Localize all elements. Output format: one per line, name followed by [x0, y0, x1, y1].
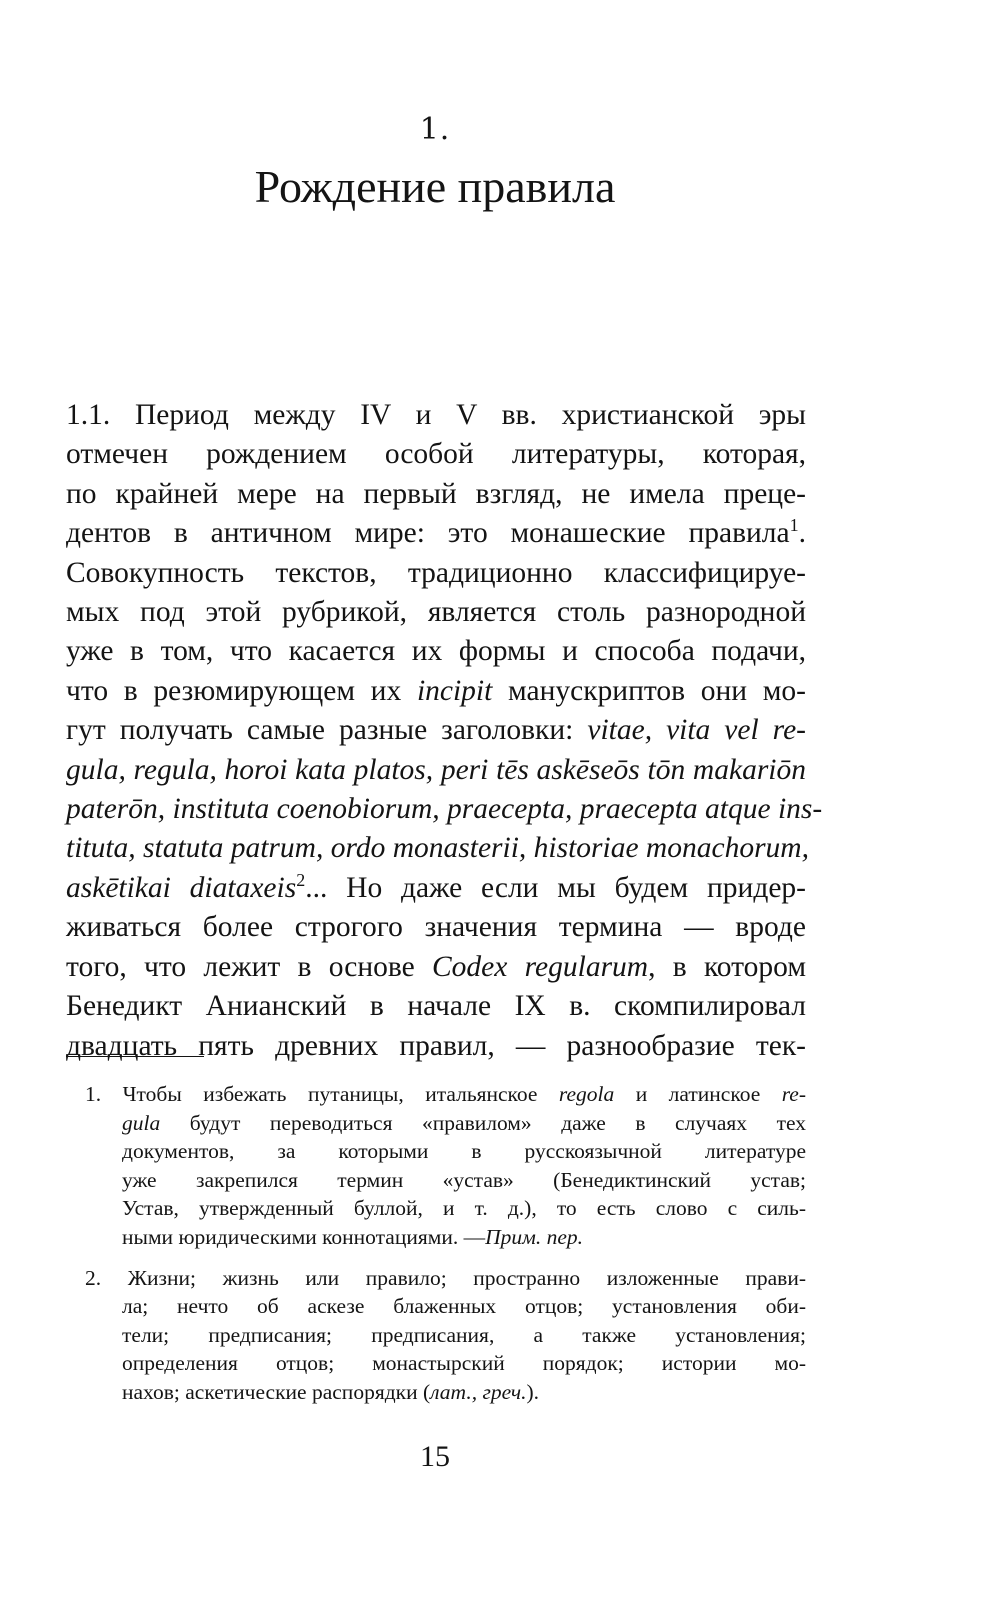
chapter-number: 1. [419, 112, 451, 147]
footnote-line: нахов; аскетические распорядки (лат., греч.). [122, 1379, 540, 1404]
footnote-line: тели; предписания; предписания, а также установления; [122, 1322, 806, 1347]
body-line: Совокупность текстов, традиционно классифицируе- [66, 556, 806, 589]
body-line: гут получать самые разные заголовки: vitae, vita vel re- [66, 714, 806, 747]
footnote-line: 2. Жизни; жизнь или правило; пространно изложенные прави- [85, 1265, 807, 1290]
page-number: 15 [420, 1440, 450, 1473]
footnote-1 [66, 1080, 806, 1252]
footnote-line: gula будут переводиться «правилом» даже в случаях тех [122, 1110, 806, 1135]
footnote-line: документов, за которыми в русскоязычной литературе [122, 1139, 806, 1164]
footnote-line: ла; нечто об аскезе блаженных отцов; установления оби- [122, 1294, 806, 1319]
body-line: 1.1. Период между IV и V вв. христианской эры [66, 399, 806, 431]
body-line: уже в том, что касается их формы и способа подачи, [66, 635, 806, 668]
body-line: askētikai diataxeis$^2$... Но даже если мы будем придер- [66, 870, 806, 904]
footnote-ref-1[interactable]: 1 [789, 515, 799, 536]
footnotes [66, 1080, 806, 1419]
footnote-number: 2. [85, 1265, 102, 1290]
footnote-line: Устав, утвержденный буллой, и т. д.), то есть слово с силь- [122, 1196, 806, 1221]
body-line: gula, regula, horoi kata platos, peri tēs askēseōs tōn makariōn [66, 753, 806, 786]
body-line: живаться более строгого значения термина — вроде [66, 911, 806, 944]
body-line: дентов в античном мире: это монашеские правила$^1$. [66, 515, 806, 550]
footnote-line: уже закрепился термин «устав» (Бенедиктинский устав; [122, 1167, 806, 1192]
body-line: Бенедикт Анианский в начале IX в. скомпилировал [66, 990, 806, 1023]
body-paragraph [66, 396, 823, 1066]
body-line: отмечен рождением особой литературы, которая, [66, 438, 806, 471]
body-line: двадцать пять древних правил, — разнообразие тек- [66, 1029, 806, 1062]
footnote-line: ными юридическими коннотациями. —Прим. пер. [122, 1224, 584, 1249]
body-line: мых под этой рубрикой, является столь разнородной [66, 596, 806, 629]
footnote-ref-2[interactable]: 2 [296, 870, 306, 891]
body-line: tituta, statuta patrum, ordo monasterii, historiae monachorum, [66, 832, 809, 865]
body-line: paterōn, instituta coenobiorum, praecepta, praecepta atque ins- [66, 793, 823, 826]
body-line: по крайней мере на первый взгляд, не имела преце- [66, 477, 806, 510]
chapter-title: Рождение правила [254, 161, 616, 212]
footnote-number: 1. [85, 1082, 102, 1106]
footnote-divider [66, 1056, 204, 1057]
footnote-line: определения отцов; монастырский порядок; истории мо- [122, 1351, 806, 1376]
footnote-line: 1. Чтобы избежать путаницы, итальянское regola и латинское re- [85, 1082, 806, 1106]
footnote-2 [66, 1264, 806, 1407]
body-line: того, что лежит в основе Codex regularum, в котором [66, 950, 807, 983]
body-line: что в резюмирующем их incipit манускриптов они мо- [66, 674, 807, 707]
